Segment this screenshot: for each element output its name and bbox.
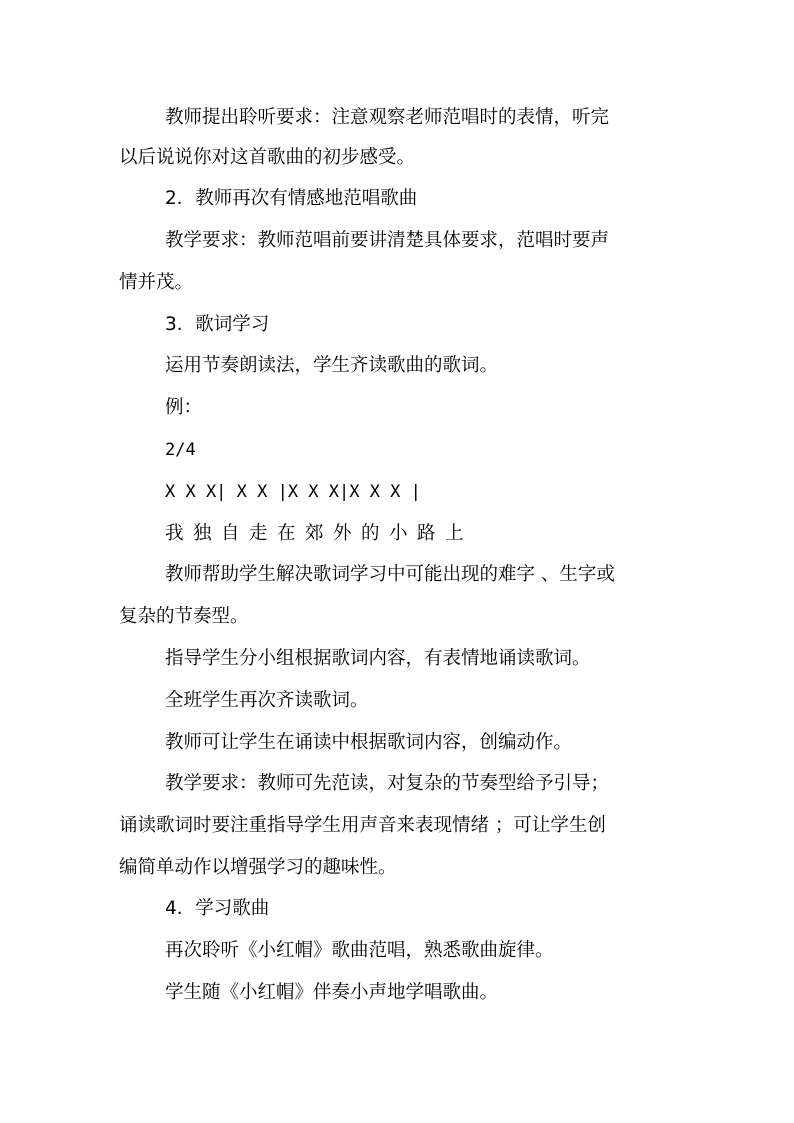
paragraph-line-difficult-words: 教师帮助学生解决歌词学习中可能出现的难字 、生字或 <box>165 564 615 585</box>
paragraph-line-teaching-requirement: 教学要求：教师范唱前要讲清楚具体要求，范唱时要声 <box>165 230 610 251</box>
paragraph-line-listening-requirement: 教师提出聆听要求：注意观察老师范唱时的表情，听完 <box>165 107 610 128</box>
section-heading-3: 3．歌词学习 <box>165 314 270 335</box>
paragraph-line-listen-again: 再次聆听《小红帽》歌曲范唱，熟悉歌曲旋律。 <box>165 940 554 961</box>
paragraph-line-rhythm-reading: 运用节奏朗读法，学生齐读歌曲的歌词。 <box>165 355 499 376</box>
section-heading-4: 4．学习歌曲 <box>165 898 270 919</box>
paragraph-line-learn-singing: 学生随《小红帽》伴奏小声地学唱歌曲。 <box>165 982 499 1003</box>
paragraph-line-teaching-requirement-cont: 情并茂。 <box>119 272 194 293</box>
rhythm-notation: X X X| X X |X X X|X X X | <box>165 482 421 502</box>
lyrics-line: 我独自走在郊外的小路上 <box>165 523 474 544</box>
paragraph-line-group-reading: 指导学生分小组根据歌词内容，有表情地诵读歌词。 <box>165 648 591 669</box>
paragraph-line-teaching-requirement-2-cont: 诵读歌词时要注重指导学生用声音来表现情绪 ；可让学生创 <box>119 815 606 836</box>
paragraph-line-teaching-requirement-2: 教学要求：教师可先范读，对复杂的节奏型给予引导； <box>165 773 610 794</box>
time-signature: 2/4 <box>165 440 196 460</box>
paragraph-line-class-reading: 全班学生再次齐读歌词。 <box>165 690 369 711</box>
paragraph-line-teaching-requirement-2-end: 编简单动作以增强学习的趣味性。 <box>119 857 397 878</box>
paragraph-line-difficult-words-cont: 复杂的节奏型。 <box>119 606 249 627</box>
example-label: 例： <box>165 397 203 418</box>
paragraph-line-listening-requirement-cont: 以后说说你对这首歌曲的初步感受。 <box>119 147 416 168</box>
paragraph-line-create-actions: 教师可让学生在诵读中根据歌词内容，创编动作。 <box>165 732 573 753</box>
section-heading-2: 2．教师再次有情感地范唱歌曲 <box>165 188 418 209</box>
